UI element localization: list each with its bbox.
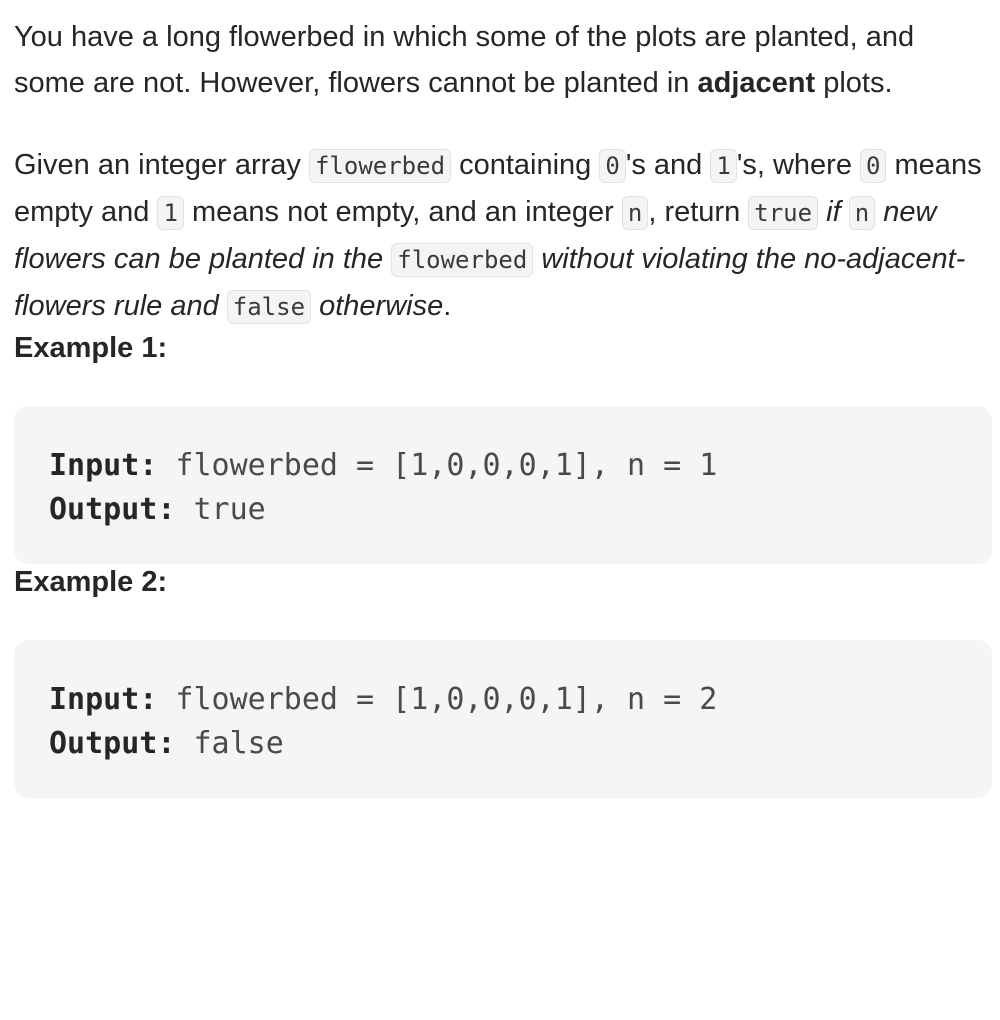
output-label: Output:	[49, 726, 176, 761]
input-label: Input:	[49, 682, 158, 717]
example-1-block	[14, 406, 992, 564]
description-text: means not empty, and an integer	[183, 196, 622, 228]
example-1-output-line	[49, 488, 992, 532]
inline-code-one: 1	[157, 196, 183, 230]
description-italic-text: if	[826, 196, 841, 228]
example-2-output-line	[49, 722, 992, 766]
description-text	[311, 290, 319, 322]
inline-code-n: n	[622, 196, 648, 230]
example-2-title: Example 2:	[14, 566, 168, 598]
description-bold-adjacent: adjacent	[697, 67, 816, 99]
output-value: false	[175, 726, 284, 761]
inline-code-flowerbed: flowerbed	[391, 243, 533, 277]
description-text: plots.	[815, 67, 893, 99]
description-text	[875, 196, 883, 228]
description-text: means empty and	[14, 149, 982, 228]
description-text: , return	[648, 196, 749, 228]
output-label: Output:	[49, 492, 176, 527]
example-1-title: Example 1:	[14, 332, 168, 364]
description-text	[818, 196, 826, 228]
input-value: flowerbed = [1,0,0,0,1], n = 2	[157, 682, 718, 717]
example-2-input-line	[49, 678, 992, 722]
description-text: You have a long flowerbed in which some of the plots are planted, and some are not. However, flowers cannot be planted in	[14, 21, 915, 99]
description-text: 's and	[625, 149, 711, 181]
description-italic-text: new flowers can be planted in the	[14, 196, 937, 275]
inline-code-false: false	[227, 290, 311, 324]
description-italic-text: without violating the no-adjacent-flowers rule and	[14, 243, 966, 322]
description-italic-text: otherwise	[319, 290, 444, 322]
description-text: Given an integer array	[14, 149, 309, 181]
input-label: Input:	[49, 448, 158, 483]
description-text	[219, 290, 227, 322]
output-value: true	[175, 492, 266, 527]
inline-code-zero: 0	[860, 149, 886, 183]
inline-code-n: n	[849, 196, 875, 230]
example-1-input-line	[49, 444, 992, 488]
inline-code-zero: 0	[599, 149, 625, 183]
description-text: .	[443, 290, 452, 322]
description-paragraph-1	[14, 14, 992, 106]
inline-code-one: 1	[710, 149, 736, 183]
example-2-block	[14, 640, 992, 798]
inline-code-true: true	[748, 196, 818, 230]
description-text: containing	[451, 149, 600, 181]
description-text: 's, where	[736, 149, 861, 181]
inline-code-flowerbed: flowerbed	[309, 149, 451, 183]
description-paragraph-2	[14, 142, 992, 330]
input-value: flowerbed = [1,0,0,0,1], n = 1	[157, 448, 718, 483]
description-text	[841, 196, 849, 228]
